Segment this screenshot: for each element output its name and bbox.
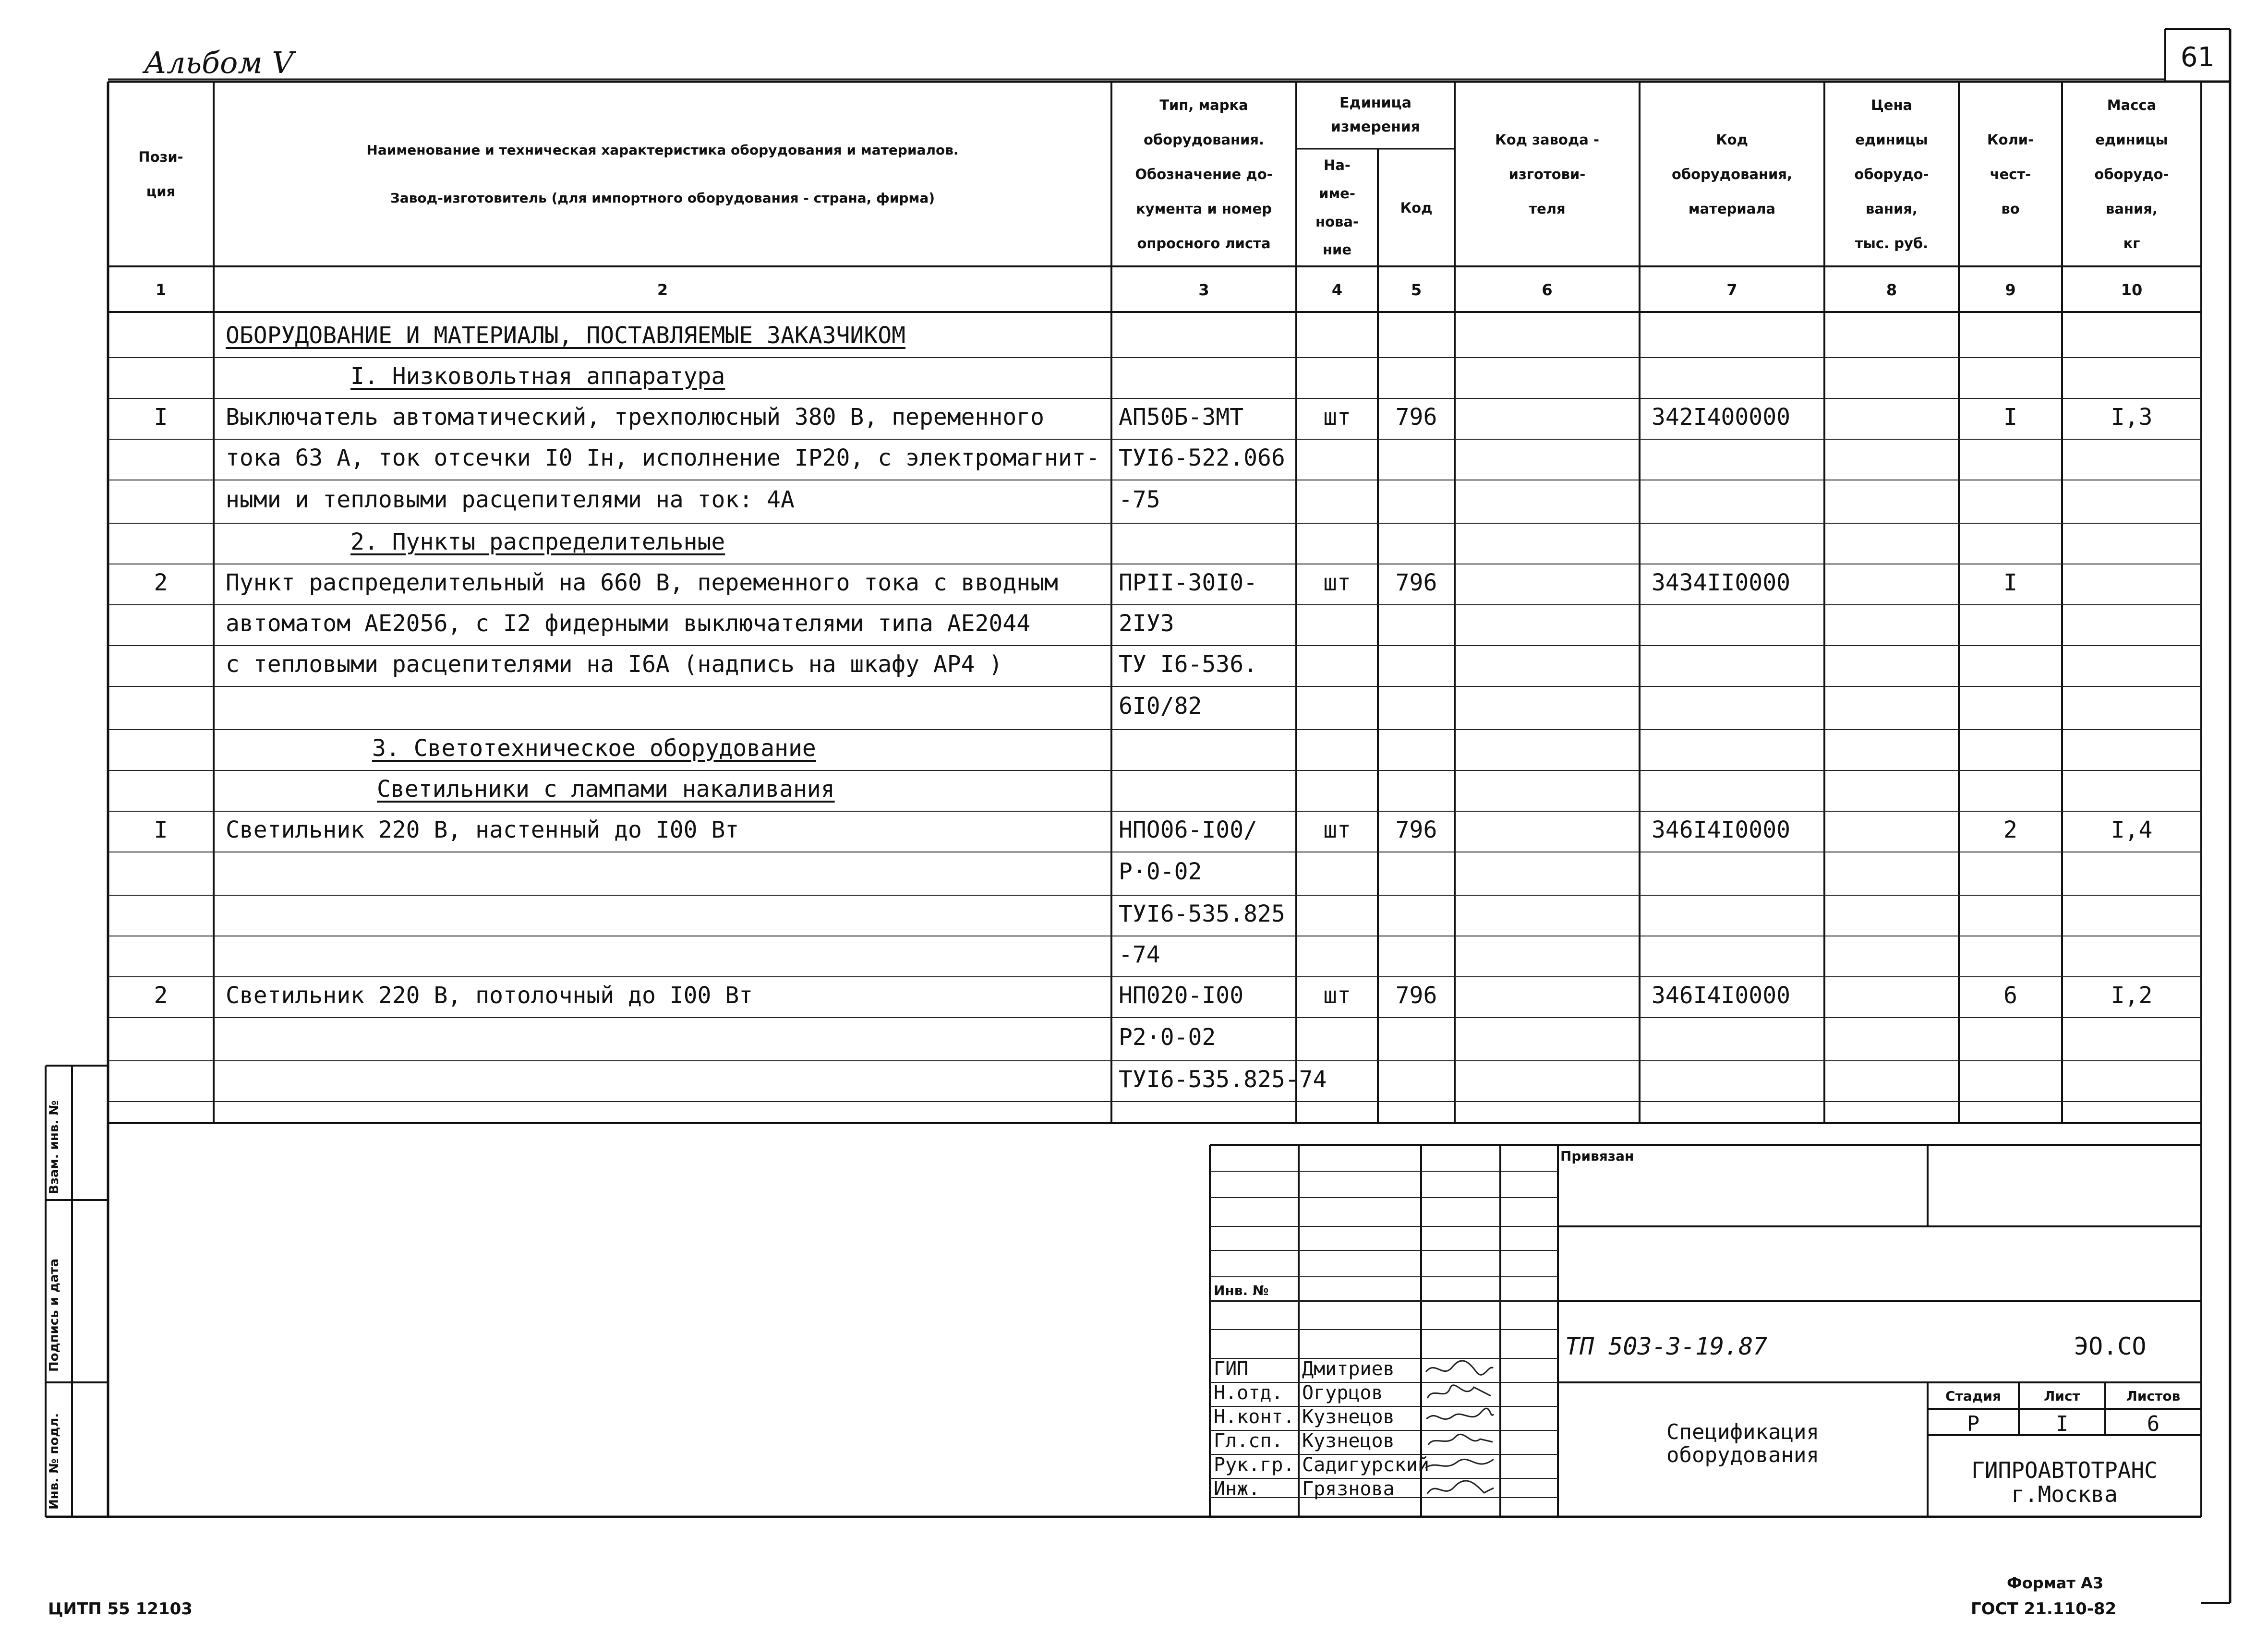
signature-name: Грязнова bbox=[1302, 1478, 1395, 1500]
signature-name: Кузнецов bbox=[1302, 1406, 1395, 1428]
unit-group-header-line: измерения bbox=[1330, 119, 1421, 135]
column-header-10-line: кг bbox=[2123, 235, 2140, 252]
linked-label: Привязан bbox=[1560, 1148, 1634, 1164]
row-name: Пункт распределительный на 660 В, переменного тока с вводным bbox=[226, 569, 1058, 596]
row-position: I bbox=[154, 403, 168, 431]
sheet-value: I bbox=[2055, 1412, 2069, 1436]
row-unit: шт bbox=[1323, 816, 1351, 843]
stage-label: Стадия bbox=[1945, 1388, 2001, 1404]
row-name: I. Низковольтная аппаратура bbox=[350, 362, 725, 390]
column-header-7-line: материала bbox=[1688, 200, 1776, 217]
column-header-4-line: ние bbox=[1322, 241, 1352, 258]
row-position: 2 bbox=[154, 569, 168, 596]
handwritten-signature bbox=[1424, 1453, 1496, 1476]
sheets-label: Листов bbox=[2126, 1388, 2181, 1404]
signature-role: Гл.сп. bbox=[1214, 1430, 1283, 1452]
column-header-10-line: вания, bbox=[2106, 200, 2158, 217]
row-mass: I,3 bbox=[2111, 403, 2153, 431]
column-header-8-line: вания, bbox=[1866, 200, 1918, 217]
stamp-replacement-inv: Взам. инв. № bbox=[47, 1100, 61, 1194]
row-equipment-code: 3434II0000 bbox=[1652, 569, 1790, 596]
row-type: Р·0-02 bbox=[1119, 858, 1202, 885]
document-code: ТП 503-3-19.87 bbox=[1565, 1332, 1768, 1360]
signature-role: Н.отд. bbox=[1214, 1382, 1283, 1404]
signature-name: Садигурский bbox=[1302, 1454, 1429, 1476]
stamp-original-inv: Инв. № подл. bbox=[47, 1413, 61, 1510]
sheet-number: 61 bbox=[2180, 42, 2215, 73]
row-name: тока 63 А, ток отсечки I0 Iн, исполнение IP20, с электромагнит- bbox=[226, 444, 1100, 471]
sheet-label: Лист bbox=[2044, 1388, 2080, 1404]
column-number-5: 5 bbox=[1411, 281, 1422, 299]
column-number-10: 10 bbox=[2121, 281, 2143, 299]
row-unit-code: 796 bbox=[1395, 816, 1437, 843]
column-header-1-line: ция bbox=[146, 183, 176, 200]
column-header-5-line: Код bbox=[1400, 199, 1433, 216]
column-header-8-line: оборудо- bbox=[1854, 166, 1929, 182]
row-type: ТУ I6-536. bbox=[1119, 650, 1257, 678]
row-name: 3. Светотехническое оборудование bbox=[372, 734, 816, 762]
column-number-4: 4 bbox=[1331, 281, 1343, 299]
signature-role: Рук.гр. bbox=[1214, 1454, 1295, 1476]
row-quantity: 6 bbox=[2003, 982, 2017, 1009]
handwritten-signature bbox=[1424, 1429, 1496, 1452]
format-label: Формат А3 bbox=[2007, 1574, 2104, 1592]
row-quantity: I bbox=[2003, 569, 2017, 596]
row-unit-code: 796 bbox=[1395, 982, 1437, 1009]
column-number-2: 2 bbox=[657, 281, 668, 299]
row-name: Светильник 220 В, настенный до I00 Вт bbox=[226, 816, 739, 843]
column-header-7-line: Код bbox=[1715, 131, 1749, 148]
column-number-7: 7 bbox=[1726, 281, 1737, 299]
column-header-6-line: изготови- bbox=[1508, 166, 1586, 182]
row-type: ТУI6-535.825 bbox=[1119, 900, 1285, 927]
column-header-8-line: единицы bbox=[1855, 131, 1928, 148]
row-type: ТУI6-535.825-74 bbox=[1119, 1066, 1327, 1093]
column-header-10-line: единицы bbox=[2095, 131, 2168, 148]
row-type: НПО06-I00/ bbox=[1119, 816, 1257, 843]
row-unit-code: 796 bbox=[1395, 569, 1437, 596]
column-header-9-line: чест- bbox=[1990, 166, 2031, 182]
row-type: НП020-I00 bbox=[1119, 982, 1244, 1009]
column-number-9: 9 bbox=[2005, 281, 2016, 299]
row-quantity: 2 bbox=[2003, 816, 2017, 843]
row-type: -74 bbox=[1119, 941, 1160, 968]
row-equipment-code: 346I4I0000 bbox=[1652, 816, 1790, 843]
handwritten-signature bbox=[1424, 1357, 1496, 1380]
row-type: -75 bbox=[1119, 486, 1160, 513]
column-header-6-line: Код завода - bbox=[1495, 131, 1599, 148]
row-name: ОБОРУДОВАНИЕ И МАТЕРИАЛЫ, ПОСТАВЛЯЕМЫЕ ЗАКАЗЧИКОМ bbox=[226, 322, 906, 349]
album-label: Альбом Ⅴ bbox=[144, 45, 294, 80]
handwritten-signature bbox=[1424, 1381, 1496, 1404]
organization-city: г.Москва bbox=[2011, 1481, 2118, 1507]
column-header-4-line: нова- bbox=[1315, 213, 1359, 230]
column-header-2-line: Наименование и техническая характеристика оборудования и материалов. bbox=[366, 142, 959, 158]
row-type: 2IУ3 bbox=[1119, 610, 1174, 637]
organization-name: ГИПРОАВТОТРАНС bbox=[1971, 1457, 2158, 1483]
row-type: Р2·0-02 bbox=[1119, 1024, 1216, 1051]
row-equipment-code: 346I4I0000 bbox=[1652, 982, 1790, 1009]
row-name: ными и тепловыми расцепителями на ток: 4А bbox=[226, 486, 795, 513]
column-number-1: 1 bbox=[155, 281, 167, 299]
column-header-1-line: Пози- bbox=[138, 148, 183, 165]
column-header-6-line: теля bbox=[1529, 200, 1566, 217]
inv-label: Инв. № bbox=[1214, 1283, 1269, 1298]
row-position: I bbox=[154, 816, 168, 843]
row-name: Выключатель автоматический, трехполюсный 380 В, переменного bbox=[226, 403, 1045, 431]
handwritten-signature bbox=[1424, 1477, 1496, 1500]
row-mass: I,4 bbox=[2111, 816, 2153, 843]
row-type: 6I0/82 bbox=[1119, 693, 1202, 720]
gost-label: ГОСТ 21.110-82 bbox=[1971, 1599, 2117, 1619]
signature-role: Н.конт. bbox=[1214, 1406, 1295, 1428]
row-position: 2 bbox=[154, 982, 168, 1009]
column-number-3: 3 bbox=[1198, 281, 1209, 299]
column-header-3-line: Обозначение до- bbox=[1135, 166, 1273, 182]
row-name: Светильник 220 В, потолочный до I00 Вт bbox=[226, 982, 753, 1009]
row-unit: шт bbox=[1323, 982, 1351, 1009]
signature-role: ГИП bbox=[1214, 1358, 1249, 1380]
sheets-value: 6 bbox=[2147, 1412, 2160, 1436]
column-header-10-line: оборудо- bbox=[2094, 166, 2169, 182]
column-header-8-line: тыс. руб. bbox=[1855, 235, 1929, 252]
signature-name: Дмитриев bbox=[1302, 1358, 1395, 1380]
document-mark: ЭО.СО bbox=[2074, 1332, 2147, 1360]
row-type: ТУI6-522.066 bbox=[1119, 444, 1285, 471]
column-header-10-line: Масса bbox=[2107, 96, 2157, 113]
row-type: ПРII-30I0- bbox=[1119, 569, 1257, 596]
row-unit-code: 796 bbox=[1395, 403, 1437, 431]
column-header-4-line: име- bbox=[1319, 185, 1355, 202]
row-unit: шт bbox=[1323, 569, 1351, 596]
signature-name: Кузнецов bbox=[1302, 1430, 1395, 1452]
signature-name: Огурцов bbox=[1302, 1382, 1383, 1404]
row-unit: шт bbox=[1323, 403, 1351, 431]
print-code: ЦИТП 55 12103 bbox=[48, 1599, 193, 1619]
column-header-3-line: Тип, марка bbox=[1159, 96, 1248, 113]
document-title-line-2: оборудования bbox=[1666, 1443, 1819, 1467]
stage-value: Р bbox=[1966, 1412, 1980, 1436]
column-header-4-line: На- bbox=[1324, 157, 1351, 173]
column-header-9-line: Коли- bbox=[1987, 131, 2034, 148]
row-quantity: I bbox=[2003, 403, 2017, 431]
row-name: автоматом АЕ2056, с I2 фидерными выключателями типа АЕ2044 bbox=[226, 610, 1031, 637]
unit-group-header-line: Единица bbox=[1339, 95, 1411, 111]
row-name: 2. Пункты распределительные bbox=[350, 528, 725, 555]
stamp-signature-date: Подпись и дата bbox=[47, 1258, 61, 1372]
column-header-8-line: Цена bbox=[1870, 96, 1913, 113]
row-equipment-code: 342I400000 bbox=[1652, 403, 1790, 431]
column-number-6: 6 bbox=[1542, 281, 1553, 299]
column-header-3-line: кумента и номер bbox=[1136, 200, 1272, 217]
column-header-7-line: оборудования, bbox=[1671, 166, 1793, 182]
row-name: с тепловыми расцепителями на I6А (надпись на шкафу АР4 ) bbox=[226, 650, 1003, 678]
column-number-8: 8 bbox=[1886, 281, 1897, 299]
row-mass: I,2 bbox=[2111, 982, 2153, 1009]
column-header-3-line: оборудования. bbox=[1143, 131, 1265, 148]
signature-role: Инж. bbox=[1214, 1478, 1260, 1500]
column-header-2-line: Завод-изготовитель (для импортного оборудования - страна, фирма) bbox=[390, 190, 935, 206]
row-type: АП50Б-3МТ bbox=[1119, 403, 1244, 431]
document-title-line-1: Спецификация bbox=[1666, 1420, 1819, 1444]
column-header-3-line: опросного листа bbox=[1137, 235, 1271, 252]
column-header-9-line: во bbox=[2001, 200, 2020, 217]
row-name: Светильники с лампами накаливания bbox=[377, 775, 835, 803]
handwritten-signature bbox=[1424, 1405, 1496, 1428]
